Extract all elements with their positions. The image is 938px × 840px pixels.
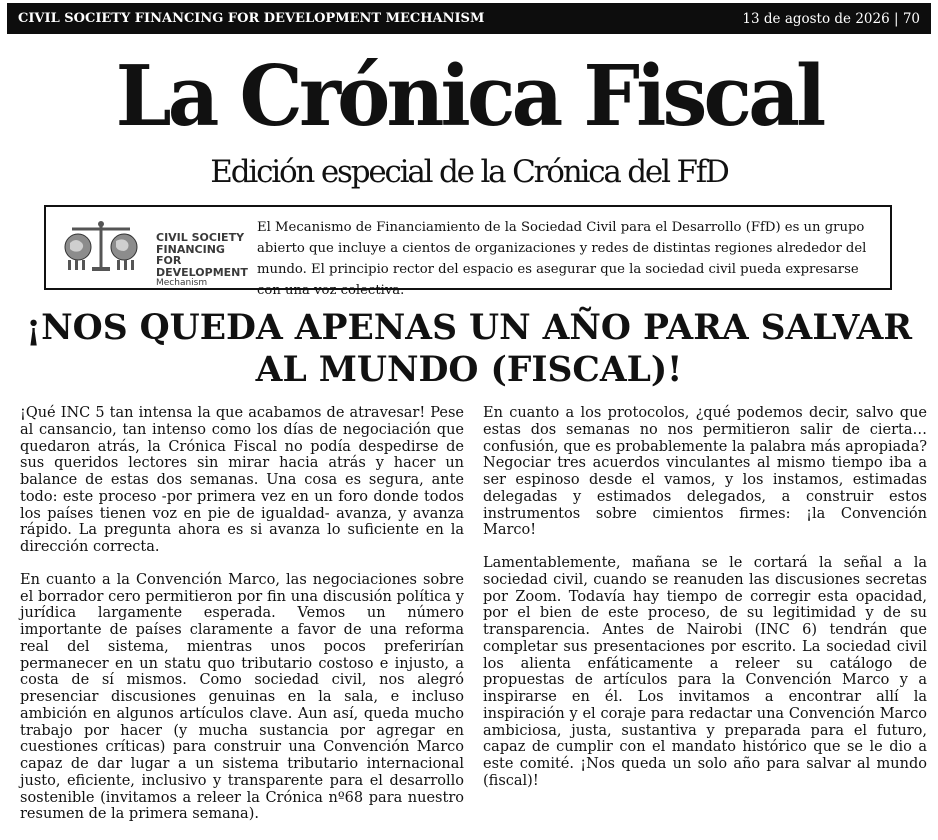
article-headline: ¡NOS QUEDA APENAS UN AÑO PARA SALVAR AL MUNDO (FISCAL)!: [25, 308, 913, 390]
logo-line-2: FINANCING FOR: [156, 242, 225, 267]
scales-globes-icon: [56, 217, 146, 279]
issue-date: 13 de agosto de 2026 | 70: [742, 10, 920, 27]
paragraph: Lamentablemente, mañana se le cortará la señal a la sociedad civil, cuando se reanuden las discusiones secretas por Zoom. Todavía hay tiempo de corregir esta opacidad, por el bien de este proceso, de su legitimidad y de su transparencia. Antes de Nairobi (INC 6) tendrán que completar sus presentaciones por escrito. La sociedad civil los alienta enfáticamente a releer su catálogo de propuestas de artículos para la Convención Marco y a inspirarse en él. Los invitamos a encontrar allí la inspiración y el coraje para redactar una Convención Marco ambiciosa, justa, sustantiva y preparada para el futuro, capaz de cumplir con el mandato histórico que se le dio a este comité. ¡Nos queda un solo año para salvar al mundo (fiscal)!: [483, 555, 927, 789]
masthead-subtitle: Edición especial de la Crónica del FfD: [210, 154, 728, 190]
paragraph: ¡Qué INC 5 tan intensa la que acabamos de atravesar! Pese al cansancio, tan intenso como los días de negociación que quedaron atrás, la Crónica Fiscal no podía despedirse de sus queridos lectores sin mirar hacia atrás y hacer un balance de estas dos semanas. Una cosa es segura, ante todo: este proceso -por primera vez en un foro donde todos los países tienen voz en pie de igualdad- avanza, y avanza rápido. La pregunta ahora es si avanza lo suficiente en la dirección correcta.: [20, 405, 464, 555]
organization-name: CIVIL SOCIETY FINANCING FOR DEVELOPMENT MECHANISM: [18, 11, 485, 26]
masthead-title: La Crónica Fiscal: [115, 47, 823, 145]
cs-ffd-logo: [56, 217, 248, 288]
logo-line-3: DEVELOPMENT: [156, 265, 248, 279]
paragraph: En cuanto a la Convención Marco, las negociaciones sobre el borrador cero permitieron por fin una discusión política y jurídica largamente esperada. Vemos un número importante de países claramente a favor de una reforma real del sistema, mientras unos pocos preferirían permanecer en un statu quo tributario costoso e injusto, a costa de sí mismos. Como sociedad civil, nos alegró presenciar discusiones genuinas en la sala, e incluso ambición en algunos artículos clave. Aun así, queda mucho trabajo por hacer (y mucha sustancia por agregar en cuestiones críticas) para construir una Convención Marco capaz de dar lugar a un sistema tributario internacional justo, eficiente, inclusivo y transparente para el desarrollo sostenible (invitamos a releer la Crónica nº68 para nuestro resumen de la primera semana).: [20, 571, 464, 823]
top-banner: [7, 3, 931, 34]
logo-line-4: Mechanism: [156, 278, 208, 288]
logo-wordmark: [156, 232, 248, 290]
info-box: [44, 205, 892, 298]
info-box-text: El Mecanismo de Financiamiento de la Sociedad Civil para el Desarrollo (FfD) es un grupo abierto que incluye a cientos de organizaciones y redes de distintas regiones alrededor del mundo. El principio rector del espacio es asegurar que la sociedad civil pueda expresarse con una voz colectiva.: [257, 220, 867, 298]
article-column-left: [20, 405, 464, 839]
paragraph: En cuanto a los protocolos, ¿qué podemos decir, salvo que estas dos semanas no nos permitieron salir de cierta… confusión, que es probablemente la palabra más apropiada? Negociar tres acuerdos vinculantes al mismo tiempo iba a ser espinoso desde el vamos, y los instamos, estimadas delegadas y estimados delegados, a construir estos instrumentos sobre cimientos firmes: ¡la Convención Marco!: [483, 405, 927, 539]
article-column-right: [483, 405, 927, 806]
logo-line-1: CIVIL SOCIETY: [156, 231, 245, 244]
